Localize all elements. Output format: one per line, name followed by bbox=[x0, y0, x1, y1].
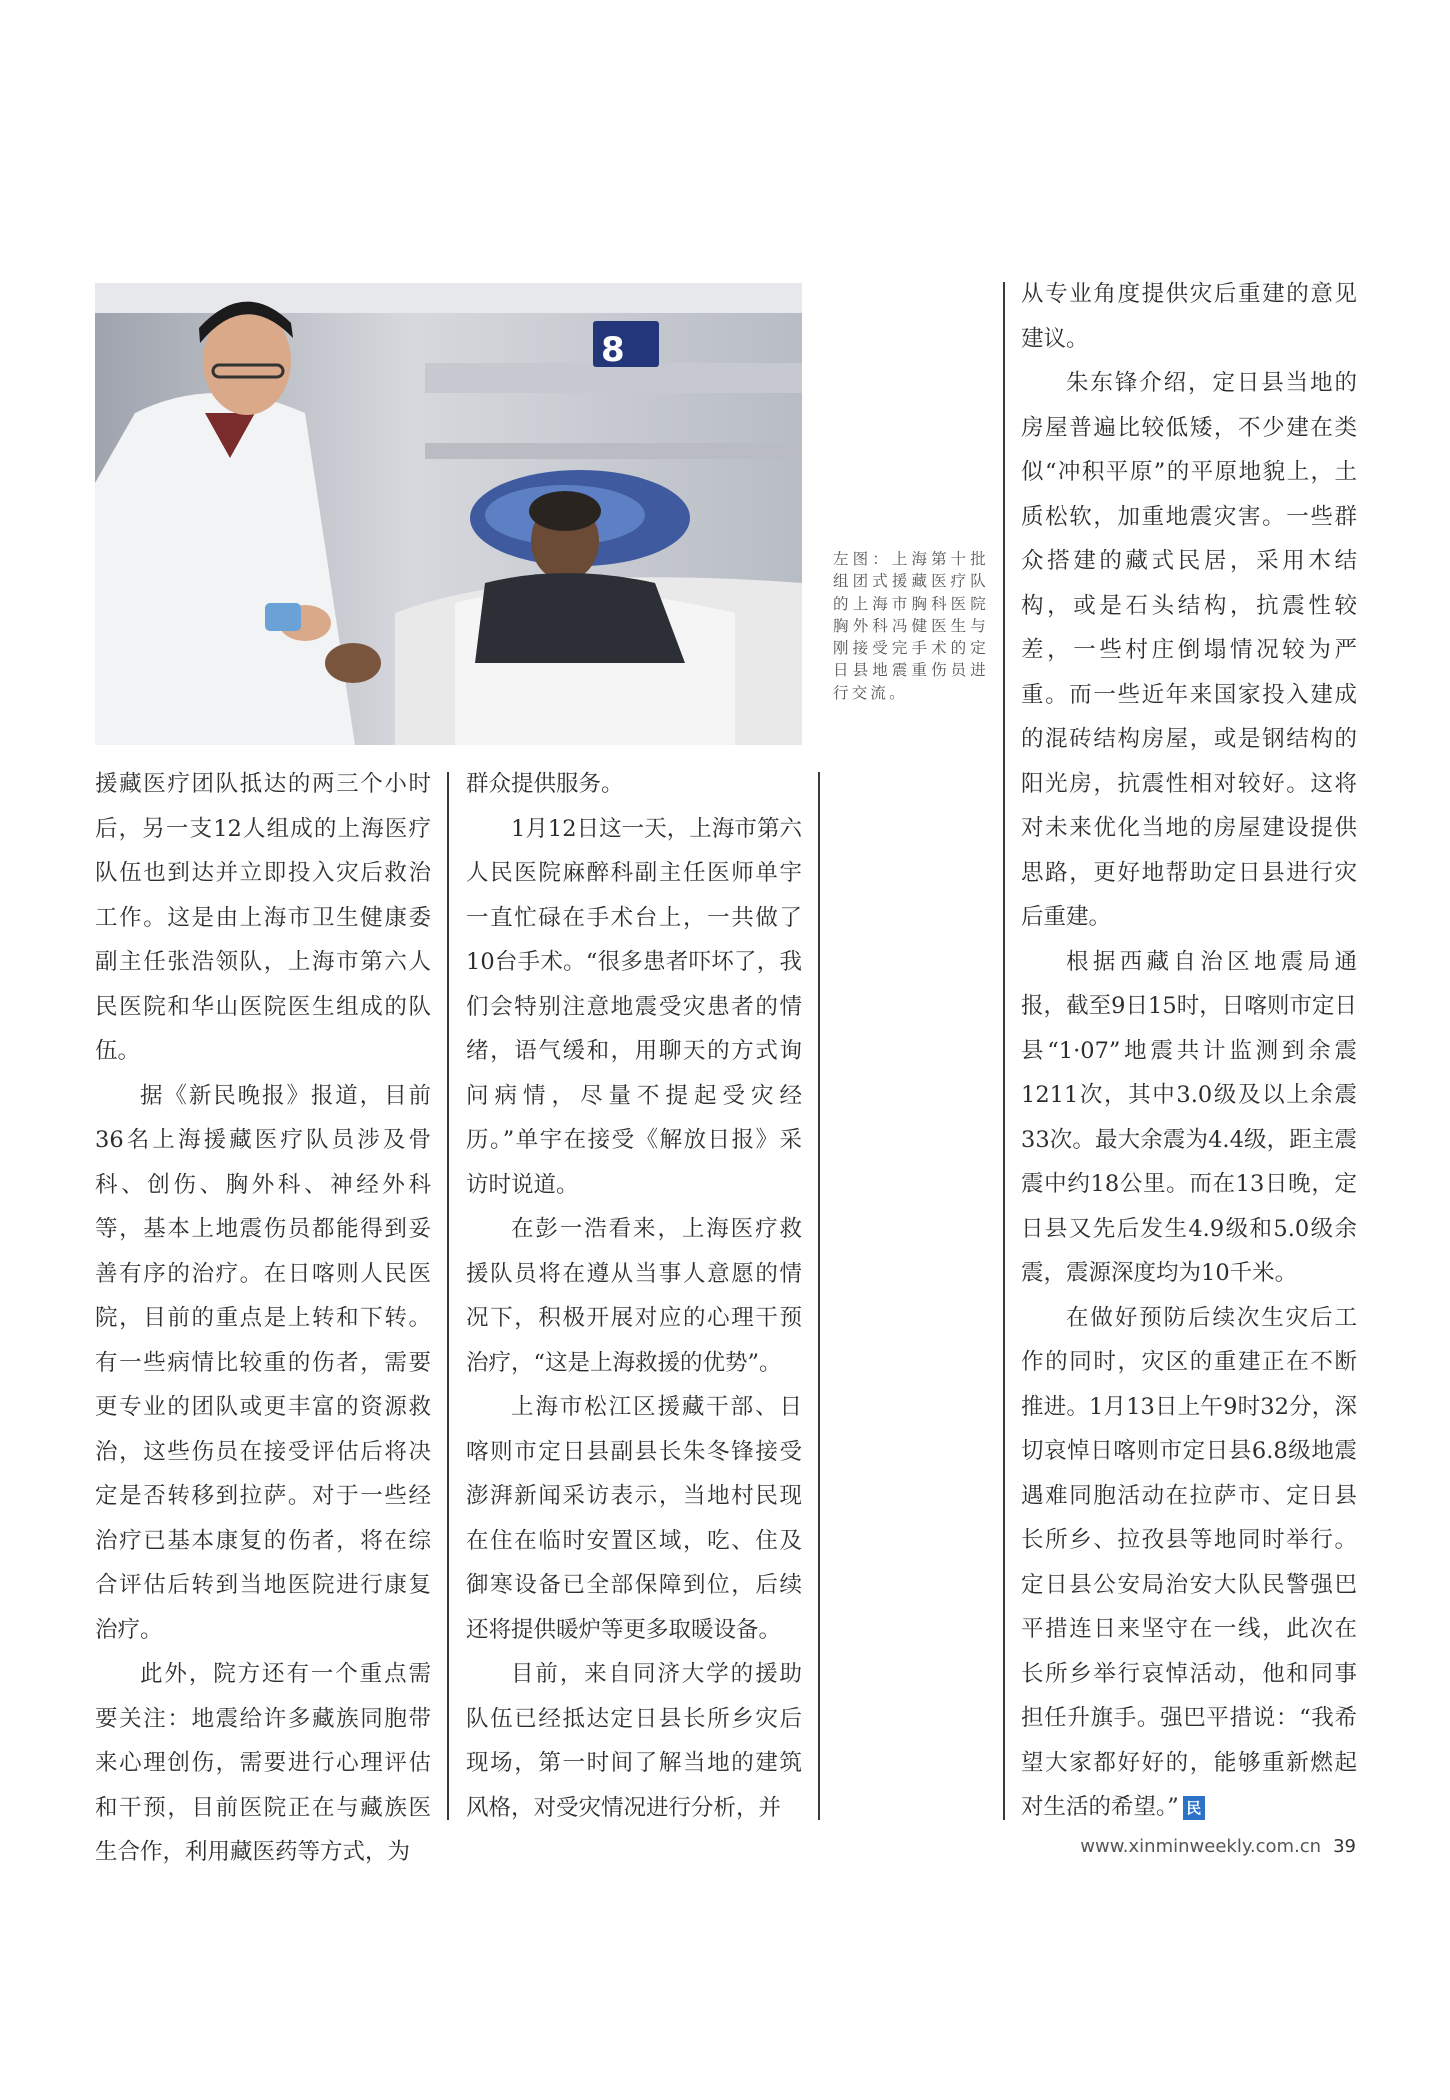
doctor-patient-photo-icon bbox=[95, 283, 802, 745]
paragraph-text: 在做好预防后续次生灾后工作的同时，灾区的重建正在不断推进。1月13日上午9时32分，深切哀悼日喀则市定日县6.8级地震遇难同胞活动在拉萨市、定日县长所乡、拉孜县等地同时举行。定日县公安局治安大队民警强巴平措连日来坚守在一线，此次在长所乡举行哀悼活动，他和同事担任升旗手。强巴平措说：“我希望大家都好好的，能够重新燃起对生活的希望。” bbox=[1021, 1304, 1357, 1820]
column-divider bbox=[818, 772, 820, 1820]
bed-number-text: 8 bbox=[601, 330, 625, 370]
paragraph: 1月12日这一天，上海市第六人民医院麻醉科副主任医师单宇一直忙碌在手术台上，一共做了10台手术。“很多患者吓坏了，我们会特别注意地震受灾患者的情绪，语气缓和，用聊天的方式询问病情，尽量不提起受灾经历。”单宇在接受《解放日报》采访时说道。 bbox=[466, 815, 802, 1198]
paragraph: 根据西藏自治区地震局通报，截至9日15时，日喀则市定日县“1·07”地震共计监测到余震1211次，其中3.0级及以上余震33次。最大余震为4.4级，距主震震中约18公里。而在13日晚，定日县又先后发生4.9级和5.0级余震，震源深度均为10千米。 bbox=[1021, 948, 1357, 1286]
page-footer bbox=[1080, 1836, 1356, 1857]
photo-caption: 左图：上海第十批组团式援藏医疗队的上海市胸科医院胸外科冯健医生与刚接受完手术的定日县地震重伤员进行交流。 bbox=[833, 550, 989, 702]
paragraph: 从专业角度提供灾后重建的意见建议。 bbox=[1021, 281, 1357, 352]
column-divider bbox=[1003, 282, 1005, 1820]
paragraph: 在彭一浩看来，上海医疗救援队员将在遵从当事人意愿的情况下，积极开展对应的心理干预治疗，“这是上海救援的优势”。 bbox=[466, 1216, 802, 1376]
paragraph: 上海市松江区援藏干部、日喀则市定日县副县长朱冬锋接受澎湃新闻采访表示，当地村民现在住在临时安置区域，吃、住及御寒设备已全部保障到位，后续还将提供暖炉等更多取暖设备。 bbox=[466, 1394, 802, 1643]
article-photo bbox=[95, 283, 802, 745]
article-column-2 bbox=[466, 762, 802, 1830]
paragraph: 目前，来自同济大学的援助队伍已经抵达定日县长所乡灾后现场，第一时间了解当地的建筑风格，对受灾情况进行分析，并 bbox=[466, 1661, 802, 1821]
article-column-1 bbox=[95, 762, 431, 1875]
paragraph: 援藏医疗团队抵达的两三个小时后，另一支12人组成的上海医疗队伍也到达并立即投入灾后救治工作。这是由上海市卫生健康委副主任张浩领队，上海市第六人民医院和华山医院医生组成的队伍。 bbox=[95, 771, 431, 1064]
paragraph: 朱东锋介绍，定日县当地的房屋普遍比较低矮，不少建在类似“冲积平原”的平原地貌上，土质松软，加重地震灾害。一些群众搭建的藏式民居，采用木结构，或是石头结构，抗震性较差，一些村庄倒塌情况较为严重。而一些近年来国家投入建成的混砖结构房屋，或是钢结构的阳光房，抗震性相对较好。这将对未来优化当地的房屋建设提供思路，更好地帮助定日县进行灾后重建。 bbox=[1021, 370, 1357, 930]
paragraph: 据《新民晚报》报道，目前36名上海援藏医疗队员涉及骨科、创伤、胸外科、神经外科等，基本上地震伤员都能得到妥善有序的治疗。在日喀则人民医院，目前的重点是上转和下转。有一些病情比较重的伤者，需要更专业的团队或更丰富的资源救治，这些伤员在接受评估后将决定是否转移到拉萨。对于一些经治疗已基本康复的伤者，将在综合评估后转到当地医院进行康复治疗。 bbox=[95, 1082, 431, 1643]
paragraph: 此外，院方还有一个重点需要关注：地震给许多藏族同胞带来心理创伤，需要进行心理评估和干预，目前医院正在与藏族医生合作，利用藏医药等方式，为 bbox=[95, 1661, 431, 1865]
footer-url[interactable]: www.xinminweekly.com.cn bbox=[1080, 1836, 1322, 1857]
column-divider bbox=[447, 772, 449, 1820]
page-number: 39 bbox=[1333, 1836, 1356, 1857]
paragraph: 群众提供服务。 bbox=[466, 771, 624, 797]
paragraph bbox=[1021, 1296, 1357, 1830]
article-column-3 bbox=[1021, 272, 1357, 1830]
end-mark-icon: 民 bbox=[1183, 1796, 1205, 1820]
